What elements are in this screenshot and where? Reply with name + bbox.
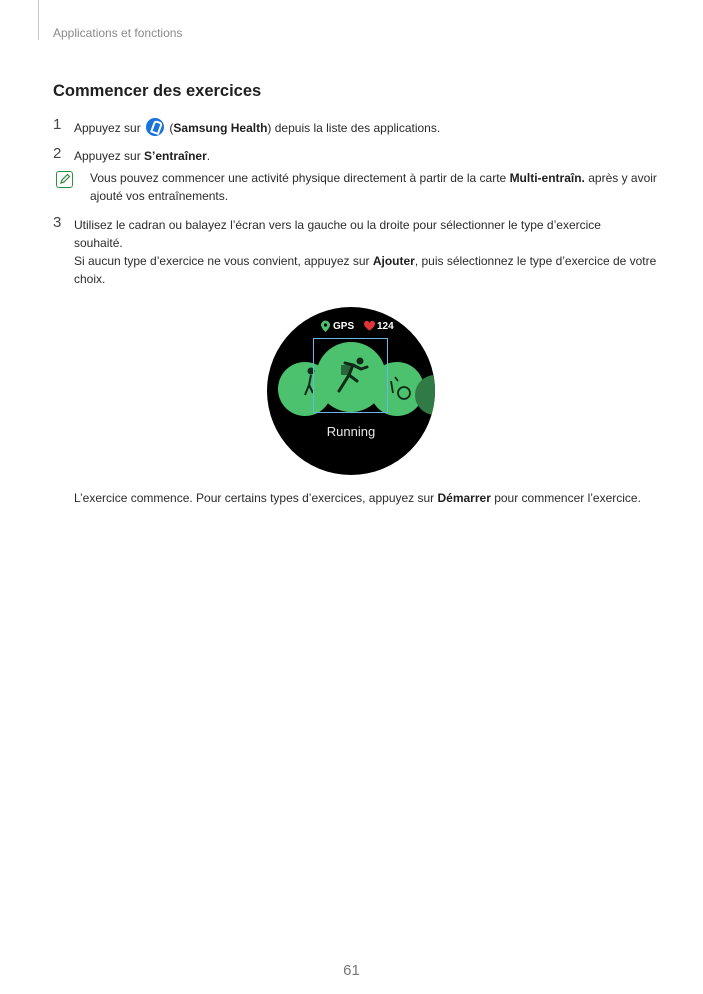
app-name: Samsung Health	[173, 121, 268, 135]
page-number: 61	[343, 962, 360, 979]
location-pin-icon	[321, 321, 330, 333]
step-number: 2	[53, 145, 62, 162]
step-number: 1	[53, 116, 62, 133]
gps-label: GPS	[333, 321, 355, 332]
note-pencil-icon	[56, 171, 73, 188]
header-rule	[38, 0, 39, 40]
step-3-extra: Si aucun type d’exercice ne vous convient, appuyez sur Ajouter, puis sélectionnez le type d’exercice de votre choix.	[74, 254, 657, 286]
section-title: Commencer des exercices	[53, 82, 262, 100]
settings-gear-icon[interactable]	[267, 307, 283, 323]
note-text: Vous pouvez commencer une activité physique directement à partir de la carte Multi-entraîn. après y avoir ajouté vos entraînements.	[90, 171, 657, 203]
step-text: Appuyez sur (Samsung Health) depuis la liste des applications.	[74, 118, 440, 137]
watch-screen	[267, 307, 435, 475]
selection-highlight	[313, 338, 388, 413]
heart-icon	[364, 321, 375, 331]
step-number: 3	[53, 214, 62, 231]
samsung-health-icon	[146, 118, 164, 136]
exercise-label[interactable]: Running	[326, 424, 376, 439]
closing-text: L’exercice commence. Pour certains types d’exercices, appuyez sur Démarrer pour commencer l’exercice.	[74, 491, 641, 505]
step-text: Appuyez sur S’entraîner.	[74, 149, 211, 163]
heart-rate-value: 124	[377, 321, 394, 332]
step-3-text: Utilisez le cadran ou balayez l’écran vers la gauche ou la droite pour sélectionner le type d’exercice souhaité. Si aucun type d’exercice ne vous convient, appuyez sur Ajouter, puis sélectionnez le type d’exercice de votre choix.	[74, 216, 664, 288]
running-header: Applications et fonctions	[53, 26, 183, 40]
